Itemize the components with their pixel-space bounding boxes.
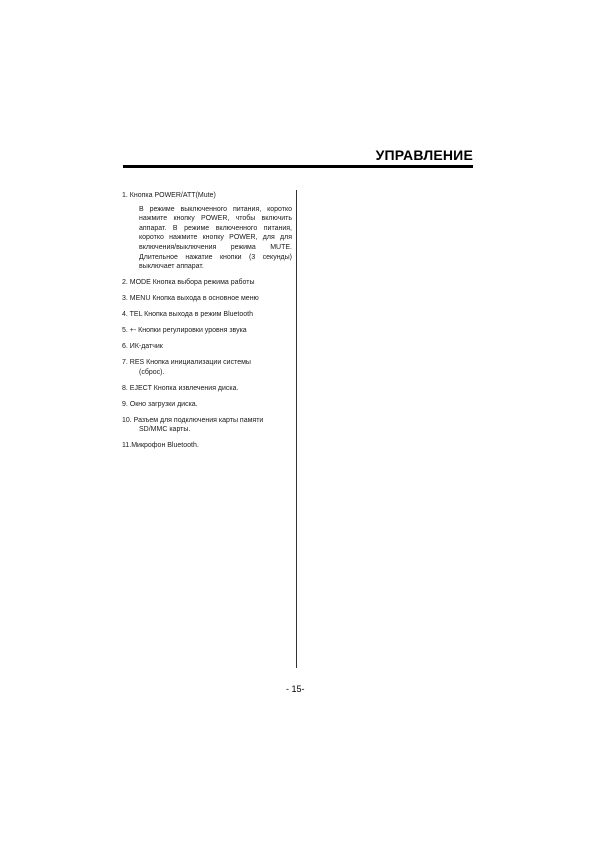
controls-list [122,191,292,457]
item-label: 1. Кнопка POWER/ATT(Mute) [122,192,216,199]
header-rule [123,165,473,168]
list-item [122,310,292,320]
item-label: 8. EJECT Кнопка извлечения диска. [122,384,239,392]
list-item [122,191,292,272]
item-description: В режиме выключенного питания, коротко нажмите кнопку POWER, чтобы включить аппарат. В режиме включенного питания, коротко нажмите кнопку POWER, для для включения/выключения режима MUTE. Длительное нажатие кнопки (3 секунды) выключает аппарат. [139,205,292,271]
list-item [122,441,292,451]
page-number: - 15- [286,684,305,694]
item-label: 4. TEL Кнопка выхода в режим Bluetooth [122,311,253,319]
list-item [122,358,292,377]
list-item [122,294,292,304]
section-title: УПРАВЛЕНИЕ [375,147,473,163]
item-description: SD/MMC карты. [139,426,191,434]
item-label: 3. MENU Кнопка выхода в основное меню [122,295,259,303]
item-label: 2. MODE Кнопка выбора режима работы [122,279,255,287]
list-item [122,326,292,336]
item-label: 11.Микрофон Bluetooth. [122,442,199,450]
item-label: 7. RES Кнопка инициализации системы [122,359,251,367]
item-label: 10. Разъем для подключения карты памяти [122,416,264,424]
item-description: (сброс). [139,368,165,376]
list-item [122,278,292,288]
item-label: 6. ИК-датчик [122,343,163,351]
list-item [122,384,292,394]
column-divider [296,190,297,668]
item-label: 9. Окно загрузки диска. [122,400,198,408]
list-item [122,342,292,352]
item-label: 5. +- Кнопки регулировки уровня звука [122,327,247,335]
list-item [122,400,292,410]
list-item [122,416,292,435]
